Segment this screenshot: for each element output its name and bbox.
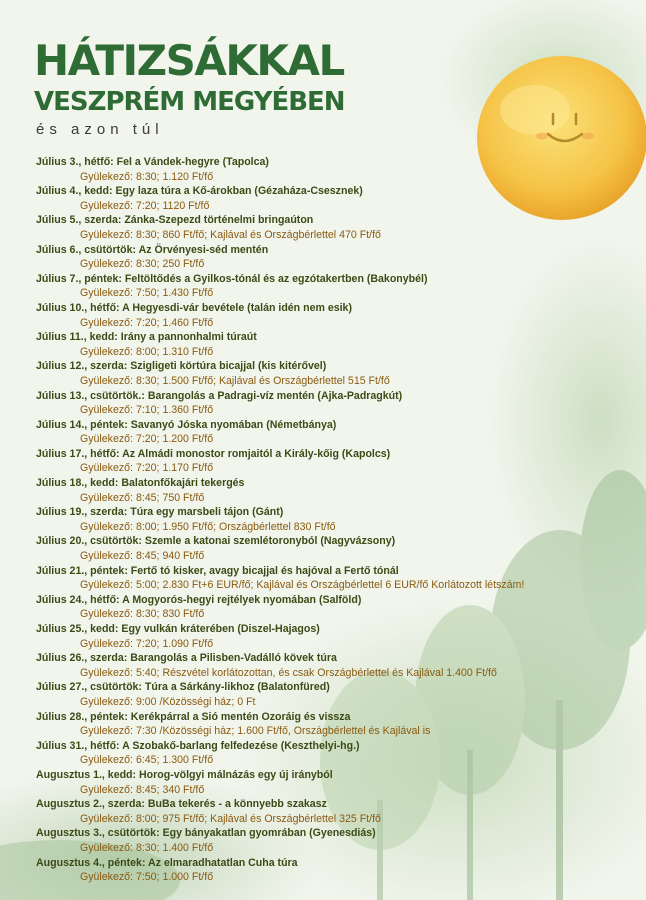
event-detail: Gyülekező: 7:20; 1.090 Ft/fő: [80, 637, 214, 650]
event-item: [36, 826, 642, 855]
event-detail: Gyülekező: 8:30; 1.500 Ft/fő; Kajlával és Országbérlettel 515 Ft/fő: [80, 374, 390, 387]
event-name: Az elmaradhatatlan Cuha túra: [148, 856, 298, 869]
page-tagline: és azon túl: [36, 121, 164, 138]
event-item: [36, 505, 642, 534]
event-title: [36, 593, 642, 608]
event-item: [36, 534, 642, 563]
event-detail: Gyülekező: 8:45; 750 Ft/fő: [80, 491, 205, 504]
event-title: [36, 330, 642, 345]
event-detail: Gyülekező: 8:30; 830 Ft/fő: [80, 608, 205, 621]
event-date: Augusztus 2., szerda:: [36, 798, 145, 811]
event-date: Július 12., szerda:: [36, 360, 128, 373]
event-detail: Gyülekező: 7:50; 1.000 Ft/fő: [80, 871, 214, 884]
event-title: [36, 505, 642, 520]
event-name: Túra egy marsbeli tájon (Gánt): [130, 506, 284, 519]
event-name: BuBa tekerés - a könnyebb szakasz: [147, 798, 327, 811]
event-date: Július 5., szerda:: [36, 214, 122, 227]
event-detail: Gyülekező: 8:45; 940 Ft/fő: [80, 550, 205, 563]
event-title: [36, 710, 642, 725]
event-detail: Gyülekező: 5:00; 2.830 Ft+6 EUR/fő; Kajlával és Országbérlettel 6 EUR/fő Korlátozott létszám!: [80, 579, 525, 592]
event-title: [36, 418, 642, 433]
event-item: [36, 359, 642, 388]
event-detail: Gyülekező: 7:20; 1.200 Ft/fő: [80, 433, 214, 446]
event-date: Július 19., szerda:: [36, 506, 128, 519]
event-detail: Gyülekező: 8:30; 860 Ft/fő; Kajlával és Országbérlettel 470 Ft/fő: [80, 228, 381, 241]
event-title: [36, 768, 642, 783]
event-item: [36, 476, 642, 505]
event-title: [36, 476, 642, 491]
event-date: Július 25., kedd:: [36, 623, 119, 635]
event-detail: Gyülekező: 7:10; 1.360 Ft/fő: [80, 404, 214, 417]
event-title: [36, 447, 642, 462]
event-detail: Gyülekező: 6:45; 1.300 Ft/fő: [80, 754, 214, 767]
event-item: [36, 389, 642, 418]
event-name: Balatonfőkajári tekergés: [121, 477, 245, 490]
event-title: [36, 155, 642, 170]
event-detail: Gyülekező: 7:30 /Közösségi ház; 1.600 Ft/fő, Országbérlettel és Kajlával is: [80, 725, 431, 738]
event-name: Barangolás a Pilisben-Vadálló kövek túra: [130, 652, 337, 665]
event-name: Szemle a katonai szemlétoronyból (Nagyvázsony): [144, 535, 396, 548]
event-date: Július 4., kedd:: [36, 185, 113, 198]
event-name: Egy vulkán kráterében (Diszel-Hajagos): [121, 623, 320, 635]
event-title: [36, 389, 642, 404]
event-detail: Gyülekező: 7:20; 1120 Ft/fő: [80, 199, 210, 212]
event-title: [36, 184, 642, 199]
event-item: [36, 155, 642, 184]
event-name: Kerékpárral a Sió mentén Ozoráig és vissza: [130, 710, 351, 723]
event-item: [36, 564, 642, 593]
event-name: Irány a pannonhalmi túraút: [120, 331, 257, 344]
event-name: Zánka-Szepezd történelmi bringaúton: [124, 214, 314, 227]
event-detail: Gyülekező: 7:20; 1.170 Ft/fő: [80, 462, 214, 475]
event-item: [36, 301, 642, 330]
event-detail: Gyülekező: 8:00; 1.950 Ft/fő; Országbérlettel 830 Ft/fő: [80, 520, 336, 533]
event-detail: Gyülekező: 8:00; 975 Ft/fő; Kajlával és Országbérlettel 325 Ft/fő: [80, 812, 381, 825]
event-name: Szigligeti körtúra bicajjal (kis kitérővel): [130, 360, 327, 373]
event-item: [36, 447, 642, 476]
event-date: Augusztus 1., kedd:: [36, 768, 137, 781]
event-detail: Gyülekező: 8:30; 1.120 Ft/fő: [80, 170, 214, 183]
event-item: [36, 418, 642, 447]
event-title: [36, 739, 642, 754]
event-date: Július 6., csütörtök:: [36, 243, 137, 256]
event-item: [36, 272, 642, 301]
event-detail: Gyülekező: 8:00; 1.310 Ft/fő: [80, 345, 214, 358]
event-title: [36, 651, 642, 666]
event-date: Július 31., hétfő:: [36, 739, 120, 752]
event-item: [36, 622, 642, 651]
event-date: Augusztus 4., péntek:: [36, 856, 146, 869]
event-item: [36, 856, 642, 885]
event-title: [36, 301, 642, 316]
event-date: Július 14., péntek:: [36, 418, 128, 431]
event-date: Július 26., szerda:: [36, 652, 128, 665]
event-detail: Gyülekező: 9:00 /Közösségi ház; 0 Ft: [80, 695, 256, 708]
event-title: [36, 534, 642, 549]
event-name: Barangolás a Padragi-víz mentén (Ajka-Padragkút): [147, 389, 403, 402]
event-name: Túra a Sárkány-likhoz (Balatonfüred): [144, 681, 330, 694]
event-detail: Gyülekező: 5:40; Részvétel korlátozottan, és csak Országbérlettel és Kajlával 1.400 Ft/fő: [80, 666, 497, 679]
event-item: [36, 593, 642, 622]
event-name: Savanyó Jóska nyomában (Németbánya): [130, 418, 337, 431]
event-item: [36, 213, 642, 242]
event-date: Július 10., hétfő:: [36, 301, 120, 314]
event-name: Egy laza túra a Kő-árokban (Gézaháza-Csesznek): [115, 185, 363, 198]
event-detail: Gyülekező: 7:50; 1.430 Ft/fő: [80, 287, 214, 300]
event-date: Július 3., hétfő:: [36, 156, 114, 168]
event-date: Július 28., péntek:: [36, 710, 128, 723]
event-title: [36, 272, 642, 287]
event-name: A Szobakő-barlang felfedezése (Keszthelyi-hg.): [122, 739, 360, 752]
event-item: [36, 330, 642, 359]
event-item: [36, 243, 642, 272]
event-name: A Mogyorós-hegyi rejtélyek nyomában (Salföld): [122, 593, 362, 606]
event-date: Július 20., csütörtök:: [36, 535, 142, 548]
event-name: Fel a Vándek-hegyre (Tapolca): [116, 156, 269, 168]
event-name: Az Almádi monostor romjaitól a Király-kőig (Kapolcs): [122, 447, 391, 460]
event-date: Július 17., hétfő:: [36, 447, 120, 460]
event-date: Augusztus 3., csütörtök:: [36, 827, 160, 840]
event-name: Fertő tó kisker, avagy bicajjal és hajóval a Fertő tónál: [130, 564, 399, 577]
event-detail: Gyülekező: 8:30; 250 Ft/fő: [80, 258, 205, 271]
event-item: [36, 768, 642, 797]
event-title: [36, 243, 642, 258]
event-date: Július 27., csütörtök:: [36, 681, 142, 694]
event-item: [36, 739, 642, 768]
event-item: [36, 651, 642, 680]
event-title: [36, 680, 642, 695]
event-date: Július 21., péntek:: [36, 564, 128, 577]
page-title: HÁTIZSÁKKAL: [34, 36, 344, 85]
event-title: [36, 856, 642, 871]
event-date: Július 7., péntek:: [36, 272, 122, 285]
event-name: Horog-völgyi málnázás egy új irányból: [139, 768, 333, 781]
event-item: [36, 680, 642, 709]
event-date: Július 24., hétfő:: [36, 593, 120, 606]
event-schedule: [36, 155, 642, 885]
event-name: A Hegyesdi-vár bevétele (talán idén nem esik): [122, 301, 352, 314]
event-name: Feltöltődés a Gyilkos-tónál és az egzótakertben (Bakonybél): [124, 272, 428, 285]
event-date: Július 18., kedd:: [36, 477, 119, 490]
event-detail: Gyülekező: 7:20; 1.460 Ft/fő: [80, 316, 214, 329]
event-detail: Gyülekező: 8:45; 340 Ft/fő: [80, 783, 205, 796]
event-title: [36, 359, 642, 374]
event-date: Július 11., kedd:: [36, 331, 118, 344]
event-item: [36, 184, 642, 213]
event-name: Az Örvényesi-séd mentén: [138, 243, 269, 256]
event-detail: Gyülekező: 8:30; 1.400 Ft/fő: [80, 841, 214, 854]
event-title: [36, 622, 642, 637]
event-title: [36, 797, 642, 812]
event-item: [36, 710, 642, 739]
event-title: [36, 213, 642, 228]
page-subtitle-region: VESZPRÉM MEGYÉBEN: [34, 87, 345, 117]
event-title: [36, 564, 642, 579]
event-date: Július 13., csütörtök.:: [36, 389, 145, 402]
event-item: [36, 797, 642, 826]
event-title: [36, 826, 642, 841]
event-name: Egy bányakatlan gyomrában (Gyenesdiás): [162, 827, 376, 840]
